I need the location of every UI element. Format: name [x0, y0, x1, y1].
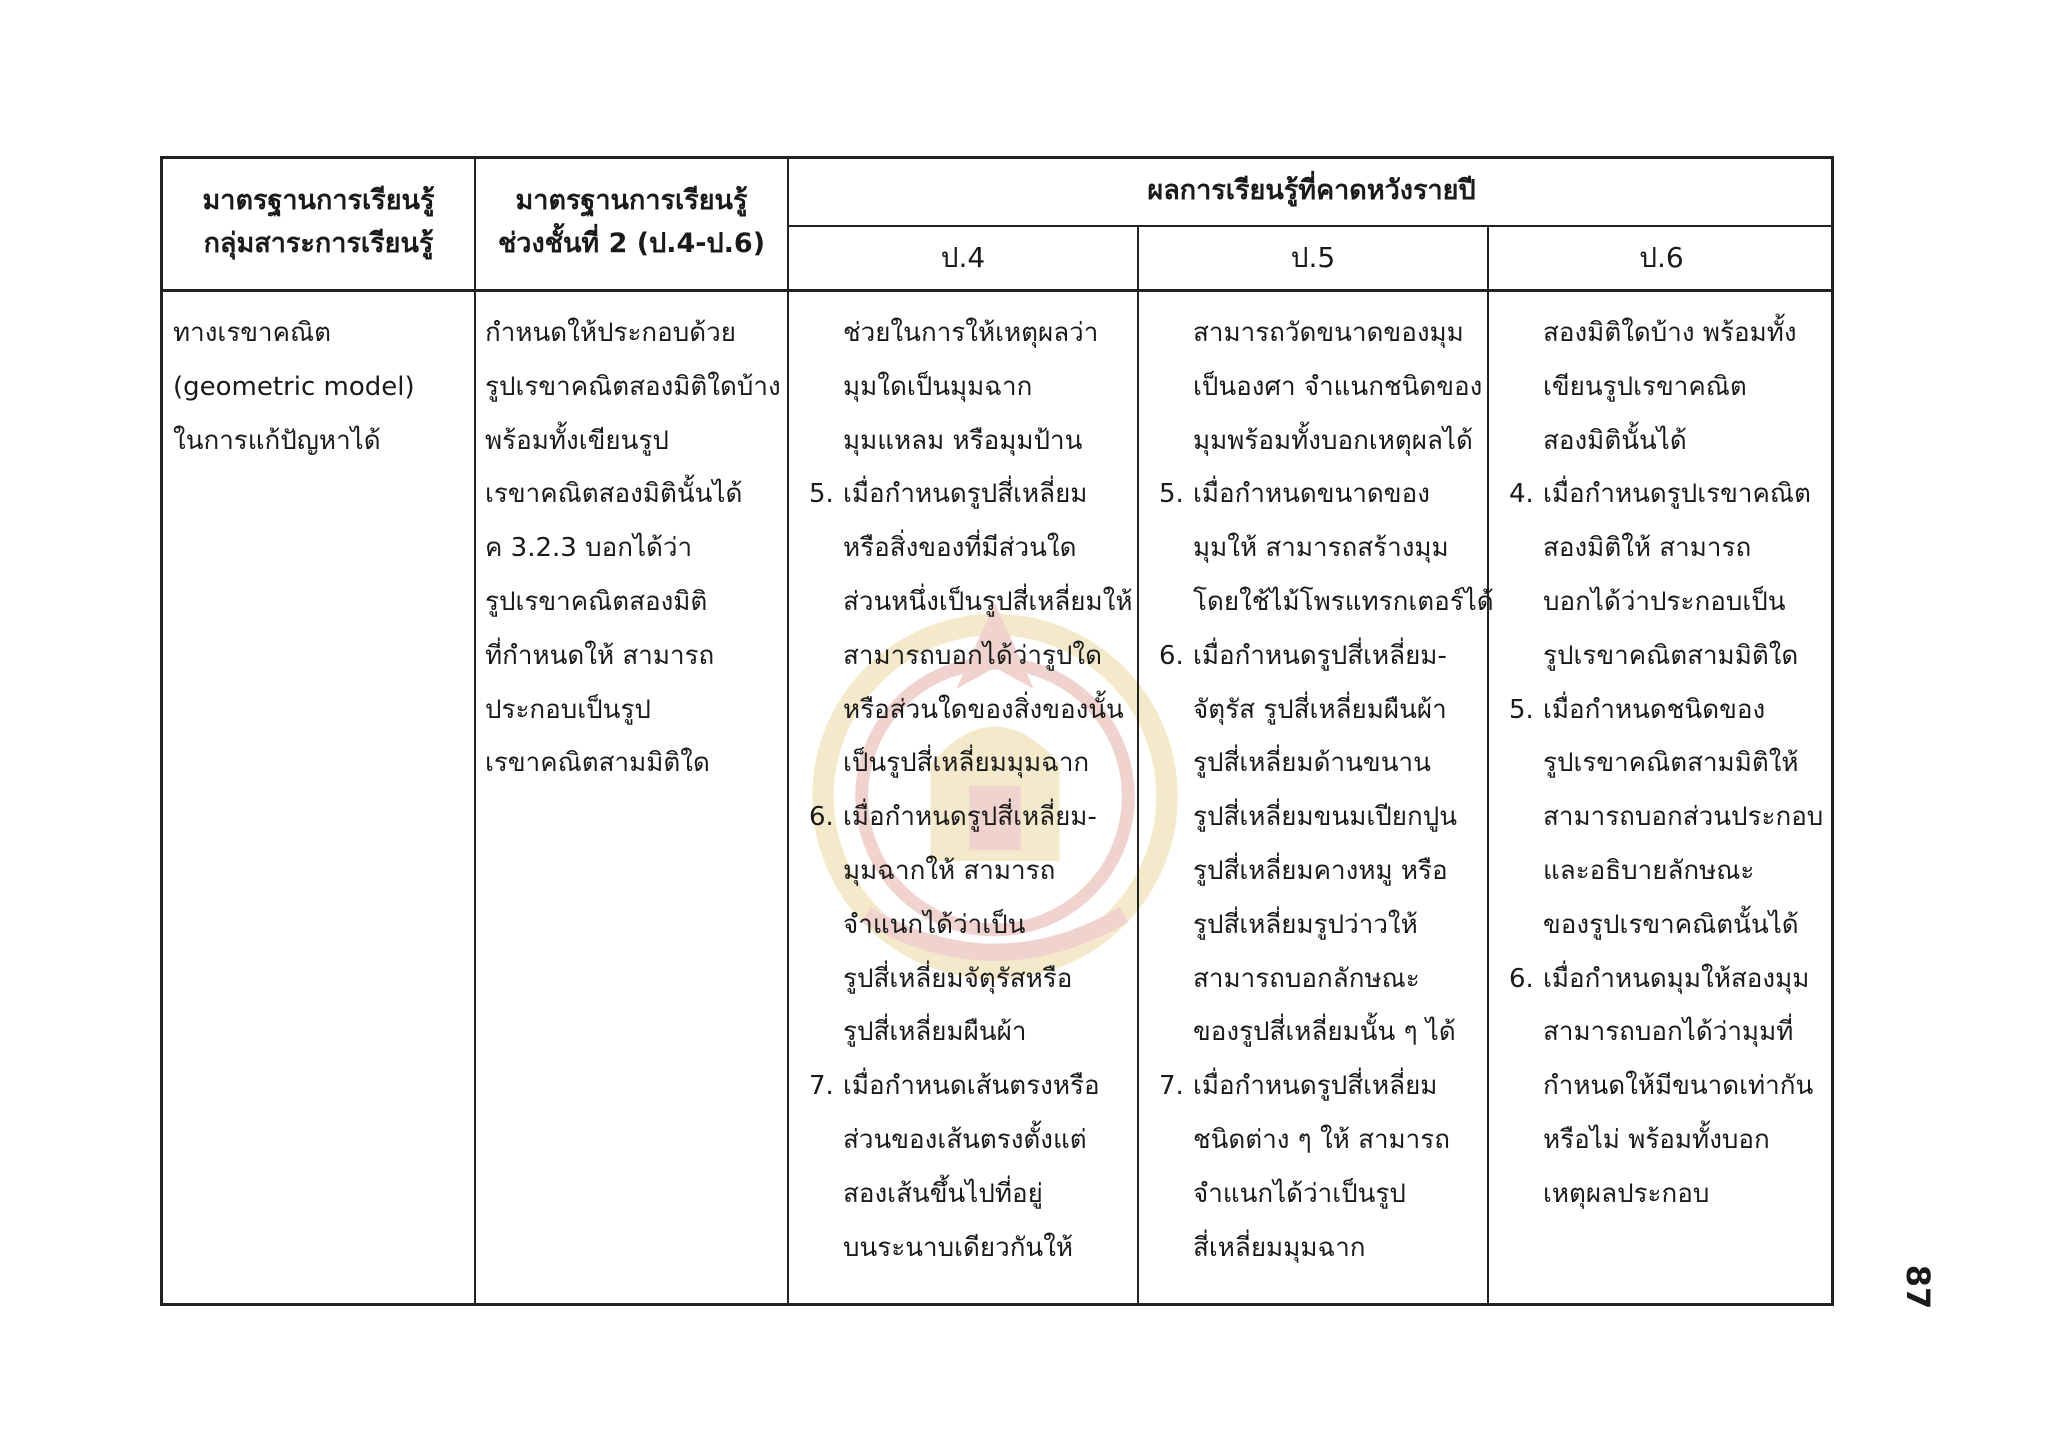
- outcome-line: [1509, 791, 1823, 845]
- outcome-line: [809, 1006, 1133, 1060]
- text-line: ที่กำหนดให้ สามารถ: [485, 640, 715, 671]
- outcome-number: 7.: [809, 1071, 834, 1102]
- outcome-line: [1159, 1168, 1494, 1222]
- outcome-text: รูปสี่เหลี่ยมรูปว่าวให้: [1193, 909, 1418, 940]
- outcome-text: รูปสี่เหลี่ยมคางหมู หรือ: [1193, 855, 1448, 886]
- header-learning-standard: มาตรฐานการเรียนรู้ กลุ่มสาระการเรียนรู้: [202, 185, 435, 259]
- outcome-line: [1159, 899, 1494, 953]
- outcome-line: [809, 1060, 1133, 1114]
- outcome-text: เขียนรูปเรขาคณิต: [1543, 371, 1747, 402]
- outcome-line: [1509, 1006, 1823, 1060]
- outcome-line: [1159, 791, 1494, 845]
- outcome-text: สามารถบอกส่วนประกอบ: [1543, 802, 1824, 833]
- outcome-line: [1509, 899, 1823, 953]
- outcome-text: เป็นรูปสี่เหลี่ยมมุมฉาก: [843, 748, 1090, 779]
- outcome-text: หรือสิ่งของที่มีส่วนใด: [843, 533, 1077, 564]
- header-level-standard: มาตรฐานการเรียนรู้ ช่วงชั้นที่ 2 (ป.4-ป.6): [497, 185, 766, 259]
- outcome-text: กำหนดให้มีขนาดเท่ากัน: [1543, 1071, 1814, 1102]
- outcome-line: [1509, 737, 1823, 791]
- header-grade-p6: ป.6: [1639, 241, 1684, 274]
- outcome-text: เมื่อกำหนดรูปสี่เหลี่ยม-: [1193, 640, 1447, 671]
- outcome-text: มุมให้ สามารถสร้างมุม: [1193, 533, 1449, 564]
- outcome-number: 6.: [1159, 640, 1184, 671]
- outcome-line: [1159, 845, 1494, 899]
- outcome-text: รูปสี่เหลี่ยมผืนผ้า: [843, 1017, 1027, 1048]
- outcome-text: รูปสี่เหลี่ยมด้านขนาน: [1193, 748, 1431, 779]
- outcome-number: 4.: [1509, 479, 1534, 510]
- outcome-line: [809, 1168, 1133, 1222]
- outcome-line: [809, 791, 1133, 845]
- outcome-line: [1159, 630, 1494, 684]
- outcome-line: [1159, 684, 1494, 738]
- outcome-text: เมื่อกำหนดขนาดของ: [1193, 479, 1430, 510]
- outcome-text: เมื่อกำหนดชนิดของ: [1543, 694, 1766, 725]
- outcome-line: [809, 307, 1133, 361]
- cell-level-standard: [485, 307, 781, 791]
- outcome-text: จำแนกได้ว่าเป็น: [843, 909, 1026, 940]
- outcome-text: เมื่อกำหนดมุมให้สองมุม: [1543, 963, 1810, 994]
- outcome-line: [1509, 415, 1823, 469]
- outcome-line: [1159, 576, 1494, 630]
- outcome-number: 6.: [1509, 963, 1534, 994]
- cell-grade-p4-outcomes: [809, 307, 1133, 1275]
- outcome-line: [1159, 415, 1494, 469]
- outcome-line: [809, 684, 1133, 738]
- text-line: รูปเรขาคณิตสองมิติ: [485, 586, 708, 617]
- outcome-line: [1159, 1060, 1494, 1114]
- outcome-text: ชนิดต่าง ๆ ให้ สามารถ: [1193, 1124, 1450, 1155]
- cell-grade-p5-outcomes: [1159, 307, 1494, 1275]
- outcome-text: ส่วนหนึ่งเป็นรูปสี่เหลี่ยมให้: [843, 586, 1133, 617]
- outcome-number: 5.: [1159, 479, 1184, 510]
- outcome-line: [809, 899, 1133, 953]
- outcome-line: [1159, 737, 1494, 791]
- outcome-line: [1509, 630, 1823, 684]
- text-line: ทางเรขาคณิต: [173, 318, 332, 348]
- outcome-line: [1509, 1114, 1823, 1168]
- outcome-text: เมื่อกำหนดรูปสี่เหลี่ยม-: [843, 802, 1097, 833]
- outcome-line: [809, 468, 1133, 522]
- outcome-line: [1509, 684, 1823, 738]
- header-expected-outcomes: ผลการเรียนรู้ที่คาดหวังรายปี: [1147, 175, 1476, 206]
- outcome-line: [1509, 468, 1823, 522]
- text-line: ในการแก้ปัญหาได้: [173, 425, 381, 456]
- page-number: 87: [1899, 1264, 1937, 1310]
- outcome-line: [1509, 576, 1823, 630]
- outcome-line: [1509, 845, 1823, 899]
- outcome-text: ของรูปสี่เหลี่ยมนั้น ๆ ได้: [1193, 1017, 1456, 1048]
- outcome-text: ช่วยในการให้เหตุผลว่า: [843, 318, 1099, 348]
- text-line: เรขาคณิตสามมิติใด: [485, 748, 710, 779]
- outcome-line: [1159, 307, 1494, 361]
- outcome-text: หรือส่วนใดของสิ่งของนั้น: [843, 694, 1124, 725]
- outcome-text: รูปสี่เหลี่ยมขนมเปียกปูน: [1193, 802, 1457, 833]
- outcome-number: 5.: [1509, 694, 1534, 725]
- outcome-line: [1159, 953, 1494, 1007]
- outcome-text: และอธิบายลักษณะ: [1543, 855, 1755, 886]
- outcome-line: [1509, 522, 1823, 576]
- outcome-text: โดยใช้ไม้โพรแทรกเตอร์ได้: [1193, 586, 1494, 617]
- outcome-text: มุมฉากให้ สามารถ: [843, 855, 1056, 886]
- text-line: พร้อมทั้งเขียนรูป: [485, 425, 669, 456]
- outcome-text: สองมิติใดบ้าง พร้อมทั้ง: [1543, 318, 1797, 348]
- outcome-text: เมื่อกำหนดรูปสี่เหลี่ยม: [1193, 1071, 1438, 1102]
- outcome-line: [809, 522, 1133, 576]
- outcome-text: เมื่อกำหนดรูปสี่เหลี่ยม: [843, 479, 1088, 510]
- outcome-line: [1159, 468, 1494, 522]
- text-line: (geometric model): [173, 371, 415, 402]
- outcome-text: บอกได้ว่าประกอบเป็น: [1543, 586, 1786, 617]
- outcome-text: สามารถบอกลักษณะ: [1193, 963, 1420, 994]
- outcome-line: [809, 415, 1133, 469]
- outcome-text: สามารถบอกได้ว่ารูปใด: [843, 640, 1102, 671]
- header-grade-p4: ป.4: [940, 241, 986, 274]
- outcome-line: [1509, 307, 1823, 361]
- row-divider-body: [163, 289, 1831, 292]
- outcome-text: บนระนาบเดียวกันให้: [843, 1232, 1074, 1263]
- cell-learning-standard: [173, 307, 415, 468]
- col-divider-1: [474, 159, 476, 1303]
- outcome-text: รูปเรขาคณิตสามมิติให้: [1543, 748, 1799, 779]
- text-line: กำหนดให้ประกอบด้วย: [485, 318, 736, 348]
- outcome-text: เมื่อกำหนดรูปเรขาคณิต: [1543, 479, 1811, 510]
- cell-grade-p6-outcomes: [1509, 307, 1823, 1222]
- outcome-text: เมื่อกำหนดเส้นตรงหรือ: [843, 1071, 1100, 1102]
- outcome-line: [1509, 1060, 1823, 1114]
- outcome-text: รูปเรขาคณิตสามมิติใด: [1543, 640, 1799, 671]
- outcome-line: [1509, 361, 1823, 415]
- outcome-number: 5.: [809, 479, 834, 510]
- row-divider-header: [787, 225, 1831, 227]
- outcome-text: มุมพร้อมทั้งบอกเหตุผลได้: [1193, 425, 1473, 456]
- outcome-line: [1159, 522, 1494, 576]
- outcome-line: [809, 630, 1133, 684]
- outcome-text: หรือไม่ พร้อมทั้งบอก: [1543, 1124, 1770, 1155]
- outcome-line: [1159, 361, 1494, 415]
- outcome-line: [809, 737, 1133, 791]
- outcome-text: สี่เหลี่ยมมุมฉาก: [1193, 1232, 1366, 1263]
- outcome-line: [809, 361, 1133, 415]
- text-line: ประกอบเป็นรูป: [485, 694, 651, 725]
- text-line: รูปเรขาคณิตสองมิติใดบ้าง: [485, 371, 781, 402]
- outcome-line: [809, 953, 1133, 1007]
- col-divider-3: [1137, 225, 1139, 1303]
- outcome-line: [1509, 1168, 1823, 1222]
- outcome-line: [1159, 1114, 1494, 1168]
- outcome-text: เป็นองศา จำแนกชนิดของ: [1193, 371, 1483, 402]
- outcome-line: [1509, 953, 1823, 1007]
- outcome-text: สองเส้นขึ้นไปที่อยู่: [843, 1178, 1043, 1209]
- outcome-number: 6.: [809, 802, 834, 833]
- outcome-line: [1159, 1222, 1494, 1276]
- header-grade-p5: ป.5: [1290, 241, 1336, 274]
- outcome-text: รูปสี่เหลี่ยมจัตุรัสหรือ: [843, 963, 1073, 994]
- outcome-line: [1159, 1006, 1494, 1060]
- col-divider-2: [787, 159, 789, 1303]
- outcome-text: มุมแหลม หรือมุมป้าน: [843, 425, 1083, 456]
- outcome-text: สองมิตินั้นได้: [1543, 425, 1687, 456]
- outcome-line: [809, 1114, 1133, 1168]
- outcome-line: [809, 576, 1133, 630]
- outcome-text: สองมิติให้ สามารถ: [1543, 533, 1752, 564]
- outcome-text: ส่วนของเส้นตรงตั้งแต่: [843, 1124, 1087, 1155]
- text-line: ค 3.2.3 บอกได้ว่า: [485, 533, 693, 564]
- outcome-text: จำแนกได้ว่าเป็นรูป: [1193, 1178, 1406, 1209]
- curriculum-table: [160, 156, 1834, 1306]
- outcome-text: จัตุรัส รูปสี่เหลี่ยมผืนผ้า: [1193, 694, 1447, 725]
- outcome-text: สามารถบอกได้ว่ามุมที่: [1543, 1017, 1794, 1048]
- outcome-number: 7.: [1159, 1071, 1184, 1102]
- outcome-text: สามารถวัดขนาดของมุม: [1193, 318, 1464, 348]
- outcome-text: มุมใดเป็นมุมฉาก: [843, 371, 1033, 402]
- text-line: เรขาคณิตสองมิตินั้นได้: [485, 479, 743, 510]
- outcome-text: ของรูปเรขาคณิตนั้นได้: [1543, 909, 1799, 940]
- outcome-text: เหตุผลประกอบ: [1543, 1178, 1710, 1209]
- outcome-line: [809, 845, 1133, 899]
- outcome-line: [809, 1222, 1133, 1276]
